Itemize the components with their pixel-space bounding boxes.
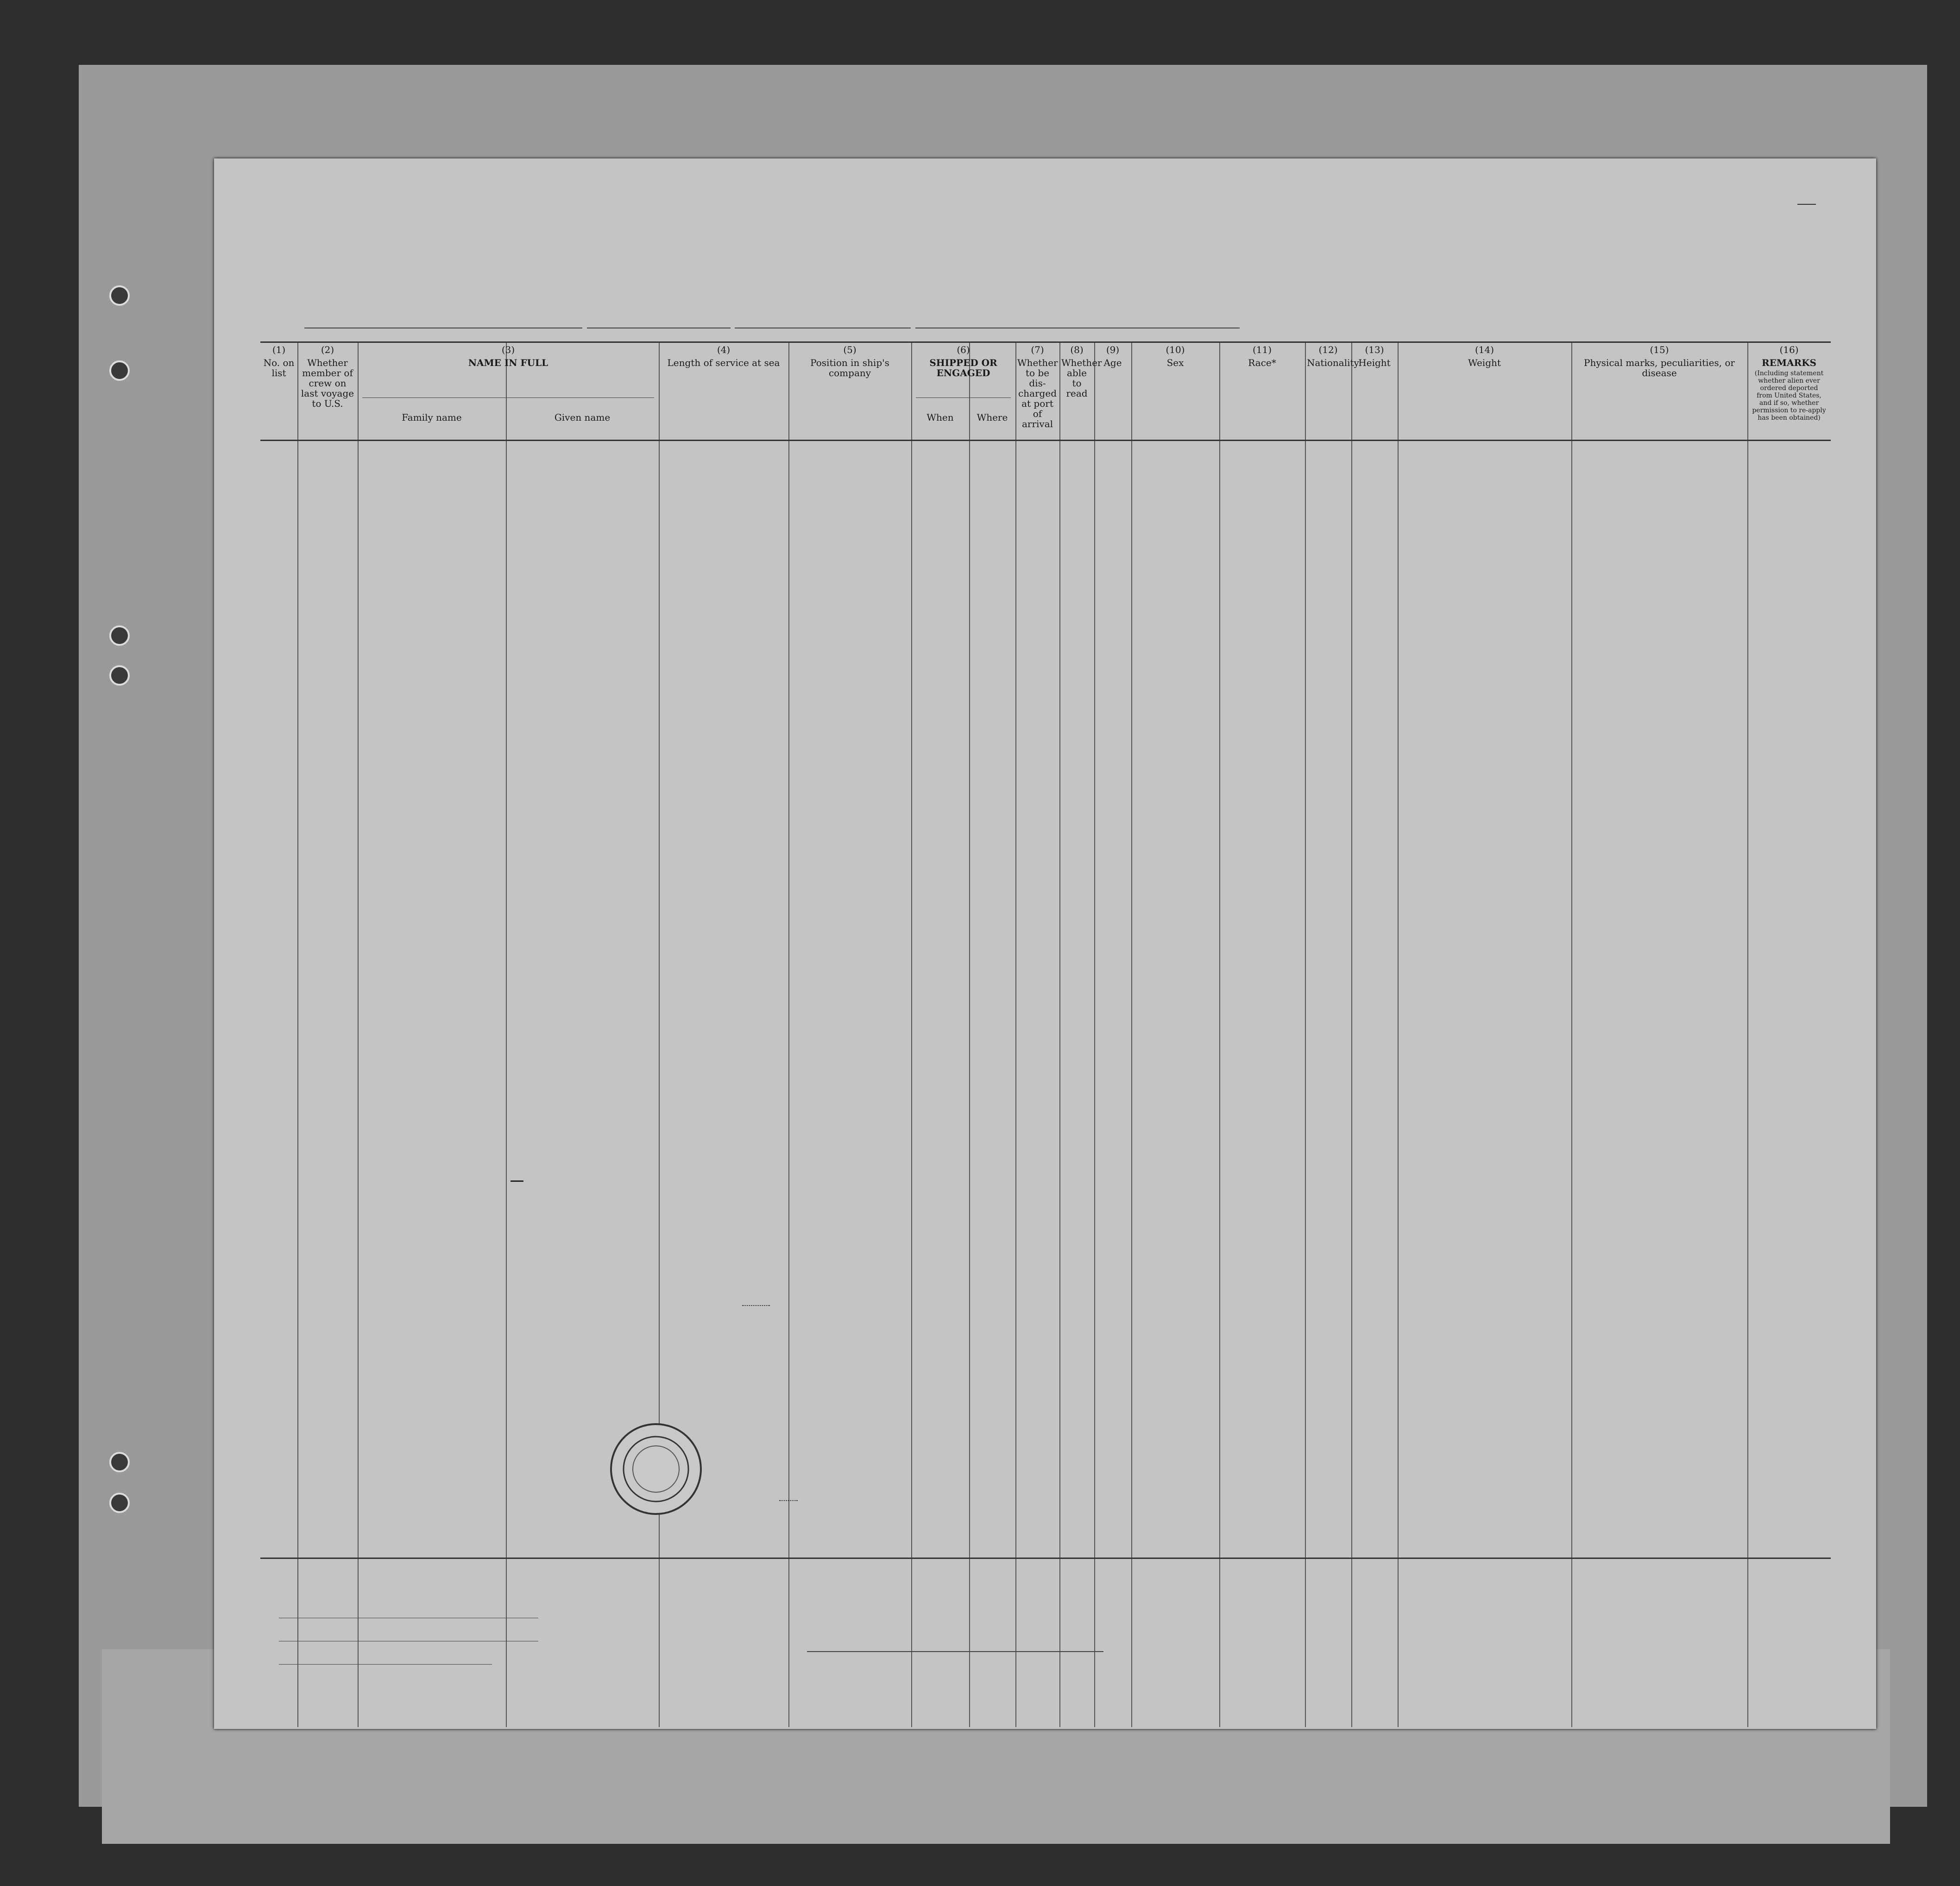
column-divider — [788, 343, 789, 1727]
column-label: SHIPPED OR ENGAGED — [929, 357, 997, 378]
subheader-rule — [362, 397, 654, 398]
closing-statement — [510, 1155, 523, 1180]
column-label: Weight — [1468, 357, 1501, 368]
consular-number — [742, 1281, 770, 1305]
column-divider — [297, 343, 298, 1727]
manifest-page — [214, 158, 1876, 1729]
column-divider — [1015, 343, 1016, 1727]
via-line — [649, 1369, 657, 1394]
column-divider — [506, 343, 507, 1727]
column-divider — [1571, 343, 1572, 1727]
binder-ring — [109, 360, 130, 381]
column-number: (10) — [1166, 344, 1185, 355]
seal-graphic — [612, 1425, 700, 1513]
footer-rule — [260, 1558, 1831, 1559]
column-number: (1) — [272, 344, 286, 355]
column-number: (15) — [1650, 344, 1669, 355]
column-number: (8) — [1070, 344, 1084, 355]
column-label: Length of service at sea — [667, 357, 780, 368]
binder-ring — [109, 1452, 130, 1472]
column-number: (2) — [321, 344, 334, 355]
column-label: Physical marks, peculiarities, or disease — [1584, 357, 1735, 378]
column-header — [1351, 343, 1398, 441]
binder-ring — [109, 1493, 130, 1513]
column-header — [260, 343, 297, 441]
binder-ring — [109, 285, 130, 306]
line-field — [279, 1609, 538, 1621]
column-number: (9) — [1106, 344, 1120, 355]
binder-ring — [109, 625, 130, 646]
subheader-rule — [916, 397, 1011, 398]
column-number: (12) — [1318, 344, 1338, 355]
column-label: Sex — [1166, 357, 1184, 368]
column-divider — [1351, 343, 1352, 1727]
column-divider — [1747, 343, 1748, 1727]
local-agents-value — [279, 1664, 492, 1665]
column-divider — [1094, 343, 1095, 1727]
column-number: (16) — [1779, 344, 1799, 355]
local-agents-field — [279, 1656, 492, 1667]
column-number: (14) — [1475, 344, 1494, 355]
column-label: Height — [1358, 357, 1391, 368]
column-label: Position in ship's company — [810, 357, 889, 378]
column-label: Race* — [1248, 357, 1276, 368]
column-divider — [1059, 343, 1060, 1727]
column-header — [1219, 343, 1305, 441]
column-header — [659, 343, 788, 441]
sheet-number — [1797, 171, 1816, 205]
column-number: (3) — [501, 344, 515, 355]
column-header — [788, 343, 911, 441]
date-value — [779, 1476, 798, 1501]
column-label: Whether able to read — [1061, 357, 1102, 399]
column-divider — [659, 343, 660, 1727]
subheader-label: Given name — [554, 412, 611, 423]
column-number: (5) — [843, 344, 857, 355]
column-note: (Including statement whether alien ever ordered deported from United States, and if so, whether permission to re-apply has been obtained) — [1752, 370, 1826, 422]
column-divider — [1305, 343, 1306, 1727]
column-label: REMARKS — [1762, 357, 1816, 368]
column-number: (4) — [717, 344, 731, 355]
column-number: (13) — [1365, 344, 1384, 355]
column-header — [1398, 343, 1571, 441]
column-label: Nationality — [1307, 357, 1359, 368]
column-header — [1571, 343, 1747, 441]
column-number: (7) — [1031, 344, 1044, 355]
owners-field — [279, 1633, 538, 1644]
column-divider — [911, 343, 912, 1727]
column-divider — [1398, 343, 1399, 1727]
column-number: (6) — [957, 344, 970, 355]
column-divider — [358, 343, 359, 1727]
subheader-label: When — [926, 412, 954, 423]
inspector-signature-line — [807, 1651, 1103, 1654]
vessel-line — [304, 316, 1240, 332]
column-divider — [1219, 343, 1220, 1727]
column-header — [1059, 343, 1102, 441]
column-header — [1015, 343, 1059, 441]
column-label: Whether to be dis-charged at port of arrival — [1017, 357, 1058, 429]
consul-date-line — [779, 1476, 798, 1500]
column-divider — [1131, 343, 1132, 1727]
sheet-number-field — [1797, 171, 1816, 204]
column-header — [1094, 343, 1131, 441]
consulate-seal — [610, 1423, 702, 1515]
crew-manifest-table — [260, 341, 1831, 1727]
column-label: Age — [1103, 357, 1122, 368]
column-header — [1305, 343, 1359, 441]
subheader-label: Family name — [402, 412, 462, 423]
column-header — [1131, 343, 1219, 441]
column-label: Whether member of crew on last voyage to U.S. — [301, 357, 354, 409]
subheader-label: Where — [977, 412, 1008, 423]
column-label: NAME IN FULL — [468, 357, 548, 368]
column-number: (11) — [1252, 344, 1272, 355]
binder-ring — [109, 665, 130, 686]
column-divider — [969, 343, 970, 1727]
column-label: No. on list — [263, 357, 295, 378]
column-header — [297, 343, 358, 441]
column-header — [358, 343, 659, 441]
column-header — [1747, 343, 1831, 441]
column-header — [911, 343, 1015, 441]
behind-footer — [241, 1726, 1890, 1781]
consular-number-value — [742, 1281, 770, 1306]
closed-count — [510, 1155, 523, 1182]
